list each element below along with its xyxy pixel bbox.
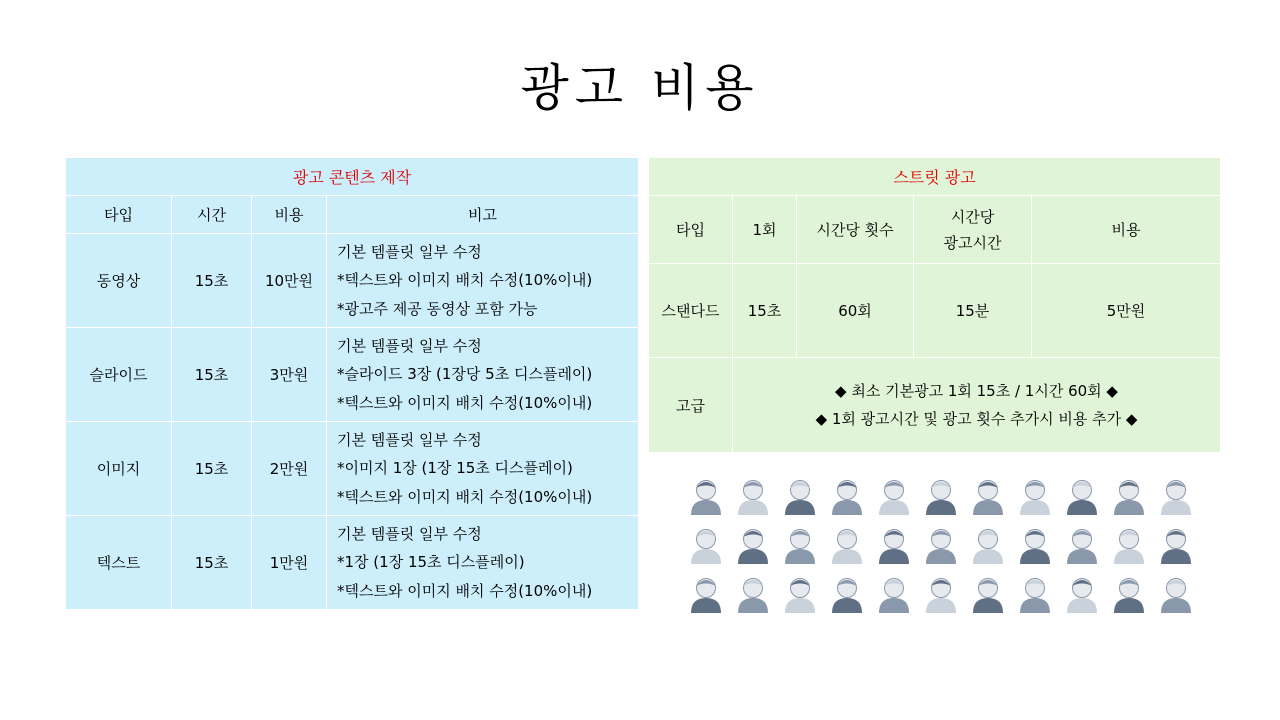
column-header-type: 타입 xyxy=(649,196,733,264)
column-header-notes: 비고 xyxy=(327,196,639,234)
person-avatar-icon xyxy=(1161,481,1191,516)
person-avatar-icon xyxy=(738,481,768,516)
person-avatar-icon xyxy=(832,481,862,516)
person-avatar-icon xyxy=(785,579,815,614)
note-line: 기본 템플릿 일부 수정 xyxy=(337,242,482,261)
row-time: 15초 xyxy=(172,422,252,516)
table-row xyxy=(66,328,639,422)
person-avatar-icon xyxy=(879,579,909,614)
note-line: *광고주 제공 동영상 포함 가능 xyxy=(337,299,538,318)
note-line: *1장 (1장 15초 디스플레이) xyxy=(337,553,525,572)
row-notes xyxy=(327,516,639,610)
table-row xyxy=(649,264,1221,358)
person-avatar-icon xyxy=(1067,481,1097,516)
premium-notes xyxy=(733,358,1221,453)
person-avatar-icon xyxy=(1067,579,1097,614)
person-avatar-icon xyxy=(1020,481,1050,516)
column-header-once: 1회 xyxy=(733,196,797,264)
row-cost: 3만원 xyxy=(252,328,327,422)
person-avatar-icon xyxy=(1161,530,1191,565)
row-type: 스탠다드 xyxy=(649,264,733,358)
row-ad-time: 15분 xyxy=(914,264,1032,358)
row-notes xyxy=(327,422,639,516)
premium-note-line: ◆ 최소 기본광고 1회 15초 / 1시간 60회 ◆ xyxy=(835,382,1118,400)
row-type: 고급 xyxy=(649,358,733,453)
person-avatar-icon xyxy=(785,530,815,565)
table-row xyxy=(649,358,1221,453)
person-avatar-icon xyxy=(691,530,721,565)
column-header-time: 시간 xyxy=(172,196,252,234)
table-row xyxy=(66,516,639,610)
column-header-ad-time xyxy=(914,196,1032,264)
note-line: 기본 템플릿 일부 수정 xyxy=(337,336,482,355)
note-line: 기본 템플릿 일부 수정 xyxy=(337,430,482,449)
street-ad-heading: 스트릿 광고 xyxy=(649,158,1221,196)
person-avatar-icon xyxy=(1067,530,1097,565)
row-type: 텍스트 xyxy=(66,516,172,610)
row-time: 15초 xyxy=(172,516,252,610)
person-avatar-icon xyxy=(926,579,956,614)
person-avatar-icon xyxy=(738,530,768,565)
person-avatar-icon xyxy=(926,481,956,516)
note-line: *이미지 1장 (1장 15초 디스플레이) xyxy=(337,459,573,478)
person-avatar-icon xyxy=(691,481,721,516)
premium-note-line: ◆ 1회 광고시간 및 광고 횟수 추가시 비용 추가 ◆ xyxy=(815,410,1138,428)
person-avatar-icon xyxy=(1161,579,1191,614)
note-line: 기본 템플릿 일부 수정 xyxy=(337,524,482,543)
person-avatar-icon xyxy=(926,530,956,565)
row-notes xyxy=(327,234,639,328)
row-type: 슬라이드 xyxy=(66,328,172,422)
avatar-grid xyxy=(688,475,1192,615)
page-title: 광고 비용 xyxy=(520,59,760,117)
row-time: 15초 xyxy=(172,328,252,422)
row-per-hour: 60회 xyxy=(797,264,914,358)
person-avatar-icon xyxy=(1114,530,1144,565)
column-header-cost: 비용 xyxy=(252,196,327,234)
person-avatar-icon xyxy=(691,579,721,614)
street-ad-table xyxy=(648,157,1221,453)
person-avatar-icon xyxy=(832,530,862,565)
person-avatar-icon xyxy=(973,579,1003,614)
column-header-type: 타입 xyxy=(66,196,172,234)
person-avatar-icon xyxy=(832,579,862,614)
note-line: *슬라이드 3장 (1장당 5초 디스플레이) xyxy=(337,365,593,384)
person-avatar-icon xyxy=(1020,530,1050,565)
row-cost: 1만원 xyxy=(252,516,327,610)
header-line: 시간당 xyxy=(950,207,995,226)
column-header-per-hour: 시간당 횟수 xyxy=(797,196,914,264)
note-line: *텍스트와 이미지 배치 수정(10%이내) xyxy=(337,271,593,290)
table-row xyxy=(66,234,639,328)
note-line: *텍스트와 이미지 배치 수정(10%이내) xyxy=(337,393,593,412)
row-cost: 10만원 xyxy=(252,234,327,328)
row-cost: 5만원 xyxy=(1032,264,1221,358)
row-type: 이미지 xyxy=(66,422,172,516)
note-line: *텍스트와 이미지 배치 수정(10%이내) xyxy=(337,487,593,506)
table-row xyxy=(66,422,639,516)
content-production-heading: 광고 콘텐츠 제작 xyxy=(66,158,639,196)
person-avatar-icon xyxy=(1114,579,1144,614)
header-line: 광고시간 xyxy=(943,233,1002,252)
row-notes xyxy=(327,328,639,422)
person-avatar-icon xyxy=(785,481,815,516)
person-avatar-icon xyxy=(1114,481,1144,516)
person-avatar-icon xyxy=(973,481,1003,516)
person-avatar-icon xyxy=(879,481,909,516)
row-once: 15초 xyxy=(733,264,797,358)
content-production-table xyxy=(65,157,639,610)
row-time: 15초 xyxy=(172,234,252,328)
row-cost: 2만원 xyxy=(252,422,327,516)
person-avatar-icon xyxy=(1020,579,1050,614)
column-header-cost: 비용 xyxy=(1032,196,1221,264)
row-type: 동영상 xyxy=(66,234,172,328)
note-line: *텍스트와 이미지 배치 수정(10%이내) xyxy=(337,581,593,600)
person-avatar-icon xyxy=(973,530,1003,565)
person-avatar-icon xyxy=(879,530,909,565)
person-avatar-icon xyxy=(738,579,768,614)
